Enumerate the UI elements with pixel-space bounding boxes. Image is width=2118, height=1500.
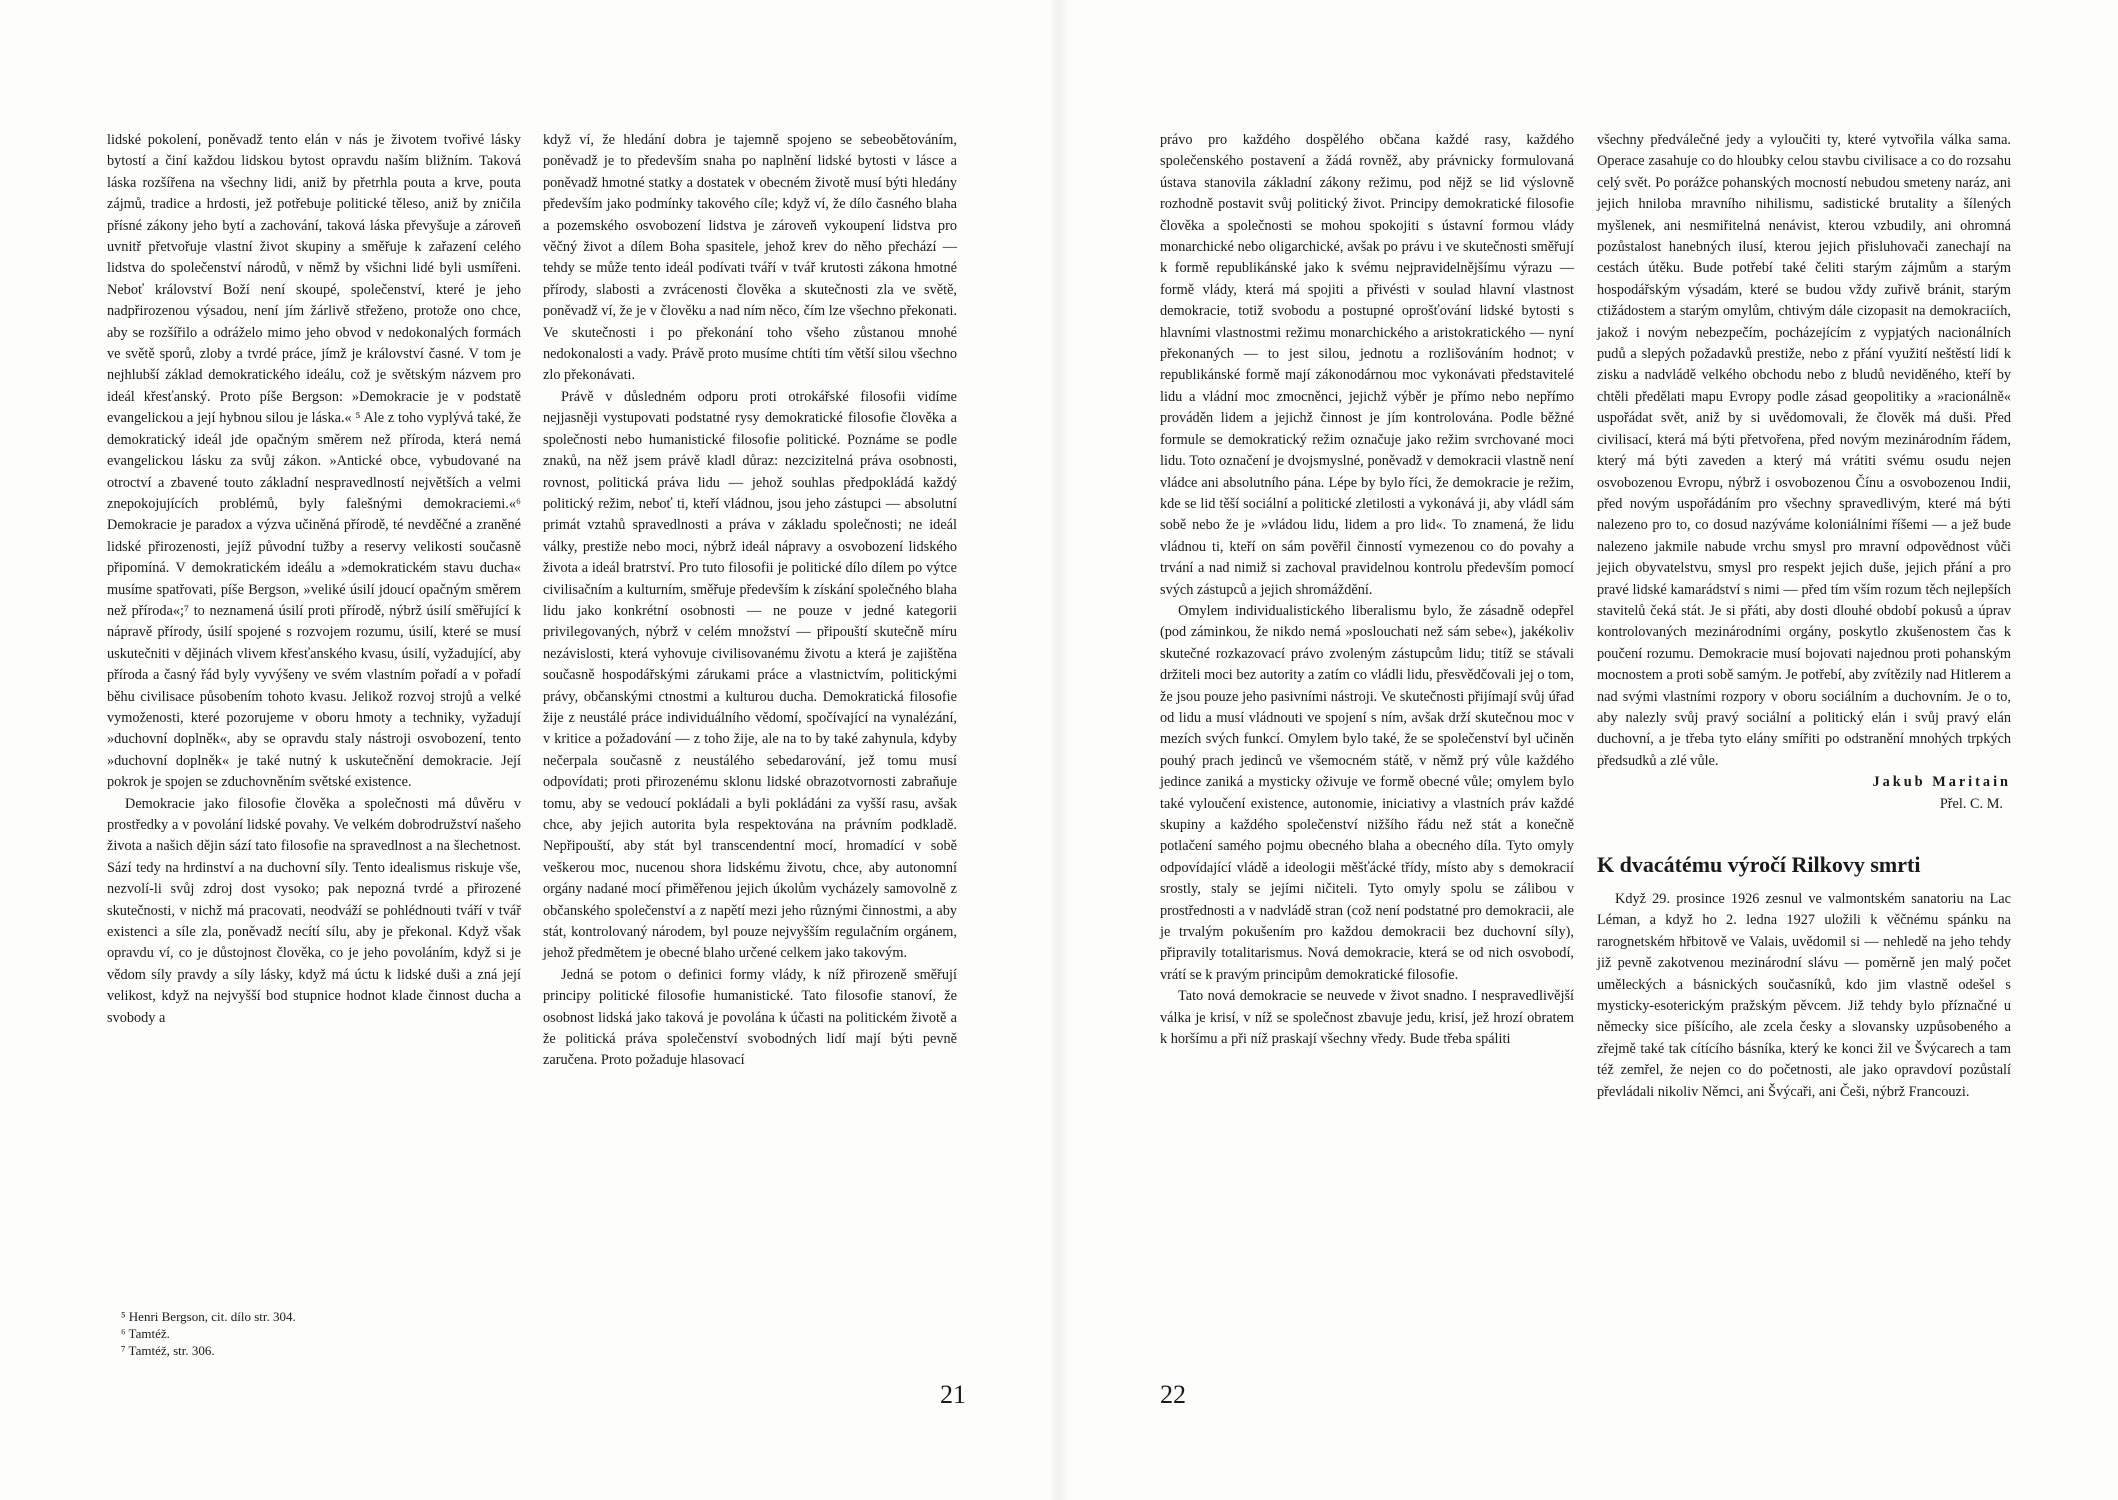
paragraph: Když 29. prosince 1926 zesnul ve valmontském sanatoriu na Lac Léman, a když ho 2. ledna 1927 uložili k věčnému spánku na rarognetském hřbitově ve Valais, uvědomil si — nehledě na jeho tehdy již pevně zakotvenou mezinárodní slávu — poměrně jen malý počet uměleckých a básnických současníků, kdo jim vlastně odešel s mysticky-esoterickým pražským pěvcem. Již tehdy bylo příznačné u německy sice píšícího, ale zcela česky a slovansky uzpůsobeného a zřejmě také tak cítícího básníka, který ke konci žil ve Švýcarech a tam též zemřel, že nejen co do početnosti, ale jako opravdoví pozůstalí převládali nikoliv Němci, ani Švýcaři, ani Češi, nýbrž Francouzi.: [1597, 891, 2011, 1100]
footnote: ⁶ Tamtéž.: [121, 1326, 170, 1341]
paragraph: když ví, že hledání dobra je tajemně spojeno se sebeobětováním, poněvadž je to především snaha po naplnění lidské bytosti v lásce a poněvadž hmotné statky a dostatek v obecném životě musí býti hledány především jako podmínky takového cíle; když ví, že dílo časného blaha a pozemského osvobození lidstva je zároveň vykoupení lidstva pro věčný život a dílem Boha spasitele, jehož krev do něho přechází — tehdy se může tento ideál podívati tváří v tvář krutosti zákona hmotné přírody, slabosti a zvrácenosti člověka a skutečnosti zla ve světě, poněvadž ví, že je v člověku a nad ním něco, čím lze všechno překonati. Ve skutečnosti i po překonání toho všeho zůstanou mnohé nedokonalosti a vady. Právě proto musíme chtíti tím větší silou všechno zlo překonávati.: [543, 132, 957, 384]
page-22-column-1: [1160, 130, 1574, 1050]
page-22-column-2: [1597, 130, 2011, 1103]
translator-credit: Přel. C. M.: [1939, 795, 2003, 812]
paragraph: právo pro každého dospělého občana každé rasy, každého společenského postavení a žádá rovněž, aby právnicky formulovaná ústava stanovila základní zákony režimu, pod nějž se lid výslovně rozhodně postavit svůj politický život. Principy demokratické filosofie člověka a společnosti se mohou spokojiti s ústavní formou vlády monarchické nebo oligarchické, avšak po právu i ve skutečnosti směřují k formě republikánské jako k svému nejpravidelnějšímu výrazu — formě vlády, která má spojiti a přivésti v soulad hlavní vlastnost demokracie, totiž svobodu a postupné oprošťování lidské bytosti s hlavními vlastnostmi režimu monarchického a aristokratického — nyní překonaných — to jest silou, jednotu a rozlišováním hodnot; v republikánské formě mají zákonodárnou moc vykonávati představitelé lidu a vládní moc zmocněnci, jejichž výběr je přímo nebo nepřímo prováděn lidem a jejichž činnost je jím kontrolována. Podle běžné formule se demokratický režim označuje jako režim svrchované moci lidu. Toto označení je dvojsmyslné, poněvadž v demokracii vlastně není vládce ani absolutního pána. Lépe by bylo říci, že demokracie je režim, kde se lid těší sociální a politické zletilosti a vykonává ji, aby vládl sám sobě nebo že je »vládou lidu, lidem a pro lid«. To znamená, že lidu vládnou ti, kteří on sám pověřil činností vymezenou co do povahy a trvání a nad nimiž si zachoval pravidelnou kontrolu především pomocí svých zástupců a jejich shromáždění.: [1160, 132, 1574, 598]
paragraph: lidské pokolení, poněvadž tento elán v nás je životem tvořivé lásky bytostí a činí každou lidskou bytost opravdu naším bližním. Taková láska rozšířena na všechny lidi, aniž by přetrhla pouta a krve, pouta zájmů, tradice a hrdosti, jež potřebuje politické těleso, aniž by zničila přísné zákony jeho bytí a zachování, taková láska převyšuje a zároveň uvnitř přetvořuje vlastní život skupiny a směřuje k zařazení celého lidstva do společenství národů, v němž by všichni lidé byli usmířeni. Neboť království Boží není skoupé, společenství, které je jeho nadpřirozenou výsadou, není jím žárlivě střeženo, protože ono chce, aby se rozšířilo a odráželo mimo jeho obvod v nedokonalých formách ve světě sporů, zloby a tvrdé práce, jímž je království časné. V tom je nejhlubší základ demokratického ideálu, což je světským názvem pro ideál křesťanský. Proto píše Bergson: »Demokracie je v podstatě evangelickou a její hybnou silou je láska.« ⁵ Ale z toho vyplývá také, že demokratický ideál jde opačným směrem než příroda, která nemá evangelickou lásku za svůj zákon. »Antické obce, vybudované na otroctví a zbavené touto základní nespravedlností největších a velmi znepokojujících problémů, byly falešnými demokraciemi.«⁶ Demokracie je paradox a výzva učiněná přírodě, té nevděčné a zraněné lidské přirozenosti, jejíž původní tužby a reservy velikosti současně připomíná. V demokratickém ideálu a »demokratickém stavu ducha« musíme spatřovati, píše Bergson, »veliké úsilí jdoucí opačným směrem než příroda«;⁷ to neznamená úsilí proti přírodě, nýbrž úsilí směřující k nápravě přírody, úsilí spojené s rozvojem rozumu, úsilí, které se musí uskutečniti v dějinách vlivem křesťanského kvasu, úsilí, vyžadující, aby příroda a časný řád byly vyvýšeny ve svém vlastním pořadí a v pořadí běhu civilisace působením tohoto kvasu. Jelikož rozvoj strojů a velké vymoženosti, které pozorujeme v oboru hmoty a techniky, vyžadují »duchovní doplněk«, aby se opravdu staly nástroji osvobození, tento »duchovní doplněk« je také nutný k uskutečnění demokracie. Její pokrok je spojen se zduchovněním světské existence.: [107, 132, 521, 791]
paragraph: Omylem individualistického liberalismu bylo, že zásadně odepřel (pod záminkou, že nikdo nemá »poslouchati než sám sebe«), jakékoliv skutečné rozkazovací právo zvoleným zástupcům lidu; titíž se stávali držiteli moci bez autority a zatím co vládli lidu, přesvědčovali jej o tom, že jsou pouze jeho pasivními nástroji. Ve skutečnosti přijímají svůj úřad od lidu a musí vládnouti ve spojení s ním, avšak drží skutečnou moc v mezích svých funkcí. Omylem bylo také, že se společenství byl učiněn pouhý prach jedinců ve všemocném státě, v němž prý vůle každého jedince zaniká a mysticky oživuje ve formě obecné vůle; omylem bylo také vyloučení existence, autonomie, iniciativy a vlastních práv každé skupiny a každého společenství nižšího řádu než stát a konečně potlačení samého pojmu obecného blaha a obecného díla. Tyto omyly odpovídající vládě a ideologii měšťácké třídy, místo aby s demokracií srostly, staly se jejími ničiteli. Tyto omyly spolu se zálibou v prostřednosti a v nadvládě stran (což není podstatné pro demokracii, ale je trvalým pokušením pro každou demokracii bez duchovní síly), připravily totalitarismus. Nová demokracie, která se od nich osvobodí, vrátí se k pravým principům demokratické filosofie.: [1160, 602, 1574, 983]
footnotes: [107, 1308, 521, 1359]
paragraph: Právě v důsledném odporu proti otrokářské filosofii vidíme nejjasněji vystupovati podstatné rysy demokratické filosofie člověka a společnosti nebo humanistické filosofie politické. Poznáme se podle znaků, na něž jsem právě kladl důraz: nezcizitelná práva osobnosti, rovnost, politická práva lidu — jehož souhlas předpokládá každý politický režim, neboť ti, kteří vládnou, jsou jeho zástupci — absolutní primát vztahů spravedlnosti a práva v základu společnosti; ne ideál války, prestiže nebo moci, nýbrž ideál nápravy a osvobození lidského života a ideál bratrství. Pro tuto filosofii je politické dílo dílem po výtce civilisačním a kulturním, směřuje především k získání společného blaha lidu jako konkrétní osobnosti — ne pouze v jedné kategorii privilegovaných, nýbrž v celém množství — připouští skutečně míru nezávislosti, která vyhovuje civilisovanému životu a která je zajištěna současně hospodářskými zárukami práce a vlastnictvím, politickými právy, občanskými ctnostmi a kulturou ducha. Demokratická filosofie žije z neustálé práce individuálního vědomí, spočívající na vynalézání, v kritice a požadování — z toho žije, ale na to by také zahynula, kdyby nečerpala současně z neustálého sebedarování, jež tomu musí odpovídati; proti přirozenému sklonu lidské obrazotvornosti zabraňuje tomu, aby se vedoucí pokládali a byli pokládáni za vyšší rasu, avšak chce, aby jejich autorita byla respektována na právním podkladě. Nepřipouští, aby stát byl transcendentní mocí, hromadící v sobě veškerou moc, nucenou shora lidskému životu, chce, aby autonomní orgány nadané mocí přiměřenou jejich úkolům vycházely samovolně z občanského společenství a z napětí mezi jeho různými činnostmi, a aby stát, kontrolovaný národem, byl pouze nejvyšším regulačním orgánem, jehož předmětem je obecné blaho určené celkem jako takovým.: [543, 388, 957, 962]
article-heading: K dvacátému výročí Rilkovy smrti: [1597, 852, 1921, 877]
footnote: ⁵ Henri Bergson, cit. dílo str. 304.: [121, 1309, 296, 1324]
page-number: 22: [1160, 1380, 1186, 1409]
page-number: 21: [940, 1380, 966, 1409]
page-21-column-2: [543, 130, 957, 1072]
page-21-column-1: [107, 130, 521, 1029]
paragraph: Tato nová demokracie se neuvede v život snadno. I nespravedlivější válka je krisí, v níž se společnost zbavuje jedu, krisí, jež hrozí obratem k horšímu a při níž praskají všechny vředy. Bude třeba spáliti: [1160, 988, 1574, 1048]
paragraph: Demokracie jako filosofie člověka a společnosti má důvěru v prostředky a v povolání lidské povahy. Ve velkém dobrodružství našeho života a našich dějin sází tato filosofie na spravedlnost a na šlechetnost. Sází tedy na hrdinství a na duchovní síly. Tento idealismus riskuje vše, nezvolí-li svůj zdroj dost vysoko; pak nepozná tvrdé a přirozené skutečnosti, v nichž má pracovati, neodváží se pohlédnouti tváří v tvář existenci a síle zla, poněvadž necítí sílu, aby je překonal. Když však opravdu ví, co je důstojnost člověka, co je jeho povoláním, když si je vědom síly pravdy a síly lásky, když má úctu k lidské duši a zná její velikost, když na nejvyšší bod stupnice hodnot klade činnost ducha a svobody a: [107, 795, 521, 1026]
author-name: Jakub Maritain: [1872, 774, 2011, 791]
signature-block: [1597, 772, 2011, 815]
paragraph: Jedná se potom o definici formy vlády, k níž přirozeně směřují principy politické filosofie humanistické. Tato filosofie stanoví, že osobnost lidská jako taková je povolána k účasti na politickém životě a že politická práva společenství svobodných lidí mají býti pevně zaručena. Proto požaduje hlasovací: [543, 966, 957, 1069]
footnote: ⁷ Tamtéž, str. 306.: [121, 1343, 215, 1358]
paragraph: všechny předválečné jedy a vyloučiti ty, které vytvořila válka sama. Operace zasahuje co do hloubky celou stavbu civilisace a co do rozsahu celý svět. Po porážce pohanských mocností nebudou smeteny naráz, ani jejich hniloba mravního nihilismu, sadistické brutality a šílených myšlenek, ani nesmiřitelná nenávist, kterou vzbudily, ani ohromná pozůstalost hanebných ilusí, kterou jejich přisluhovači zanechají na cestách útěku. Bude potřebí také čeliti starým zájmům a starým hospodářským výsadám, které se budou vždy zuřivě bránit, starým ctižádostem a starým omylům, chtivým dále cizopasit na demokraciích, jakož i novým nebezpečím, pocházejícím z vypjatých nacionálních pudů a slepých požadavků prestiže, nebo z přání využití neštěstí lidí k zisku a nadvládě velkého obchodu nebo z bludů neviděného, kteří by chtěli předělati mapu Evropy podle zásad geopolitiky a »racionálně« uspořádat svět, aniž by si uvědomovali, že člověk má duši. Před civilisací, která má býti přetvořena, před novým mezinárodním řádem, který má býti zaveden a který má vrátiti svému osudu nejen osvobozenou Evropu, nýbrž i osvobozenou Čínu a osvobozenou Indii, před novým uspořádáním pro všechny spravedlivým, které má býti nalezeno pro to, co dosud nazýváme koloniálními říšemi — a jež bude nalezeno jakmile nabude vrchu smysl pro mravní odpovědnost vůči jejich obyvatelstvu, smysl pro respekt jejich duše, jejich přání a pro pravé lidské kamarádství s nimi — před tím vším rozum těch nejlepších stavitelů čeká stát. Je si přáti, aby dosti dlouhé období pokusů a úprav kontrolovaných mezinárodními orgány, poskytlo zkušenostem čas k poučení rozumu. Demokracie musí bojovati najednou proti pohanským mocnostem a proti sobě samým. Je potřebí, aby zvítězily nad Hitlerem a nad svými vlastními rozpory v oboru sociálním a duchovním. Je o to, aby nalezly svůj pravý sociální a politický elán i svůj pravý elán duchovní, a je třeba tyto elány smířiti po odstranění mnohých trpkých předsudků a zlé vůle.: [1597, 132, 2011, 769]
